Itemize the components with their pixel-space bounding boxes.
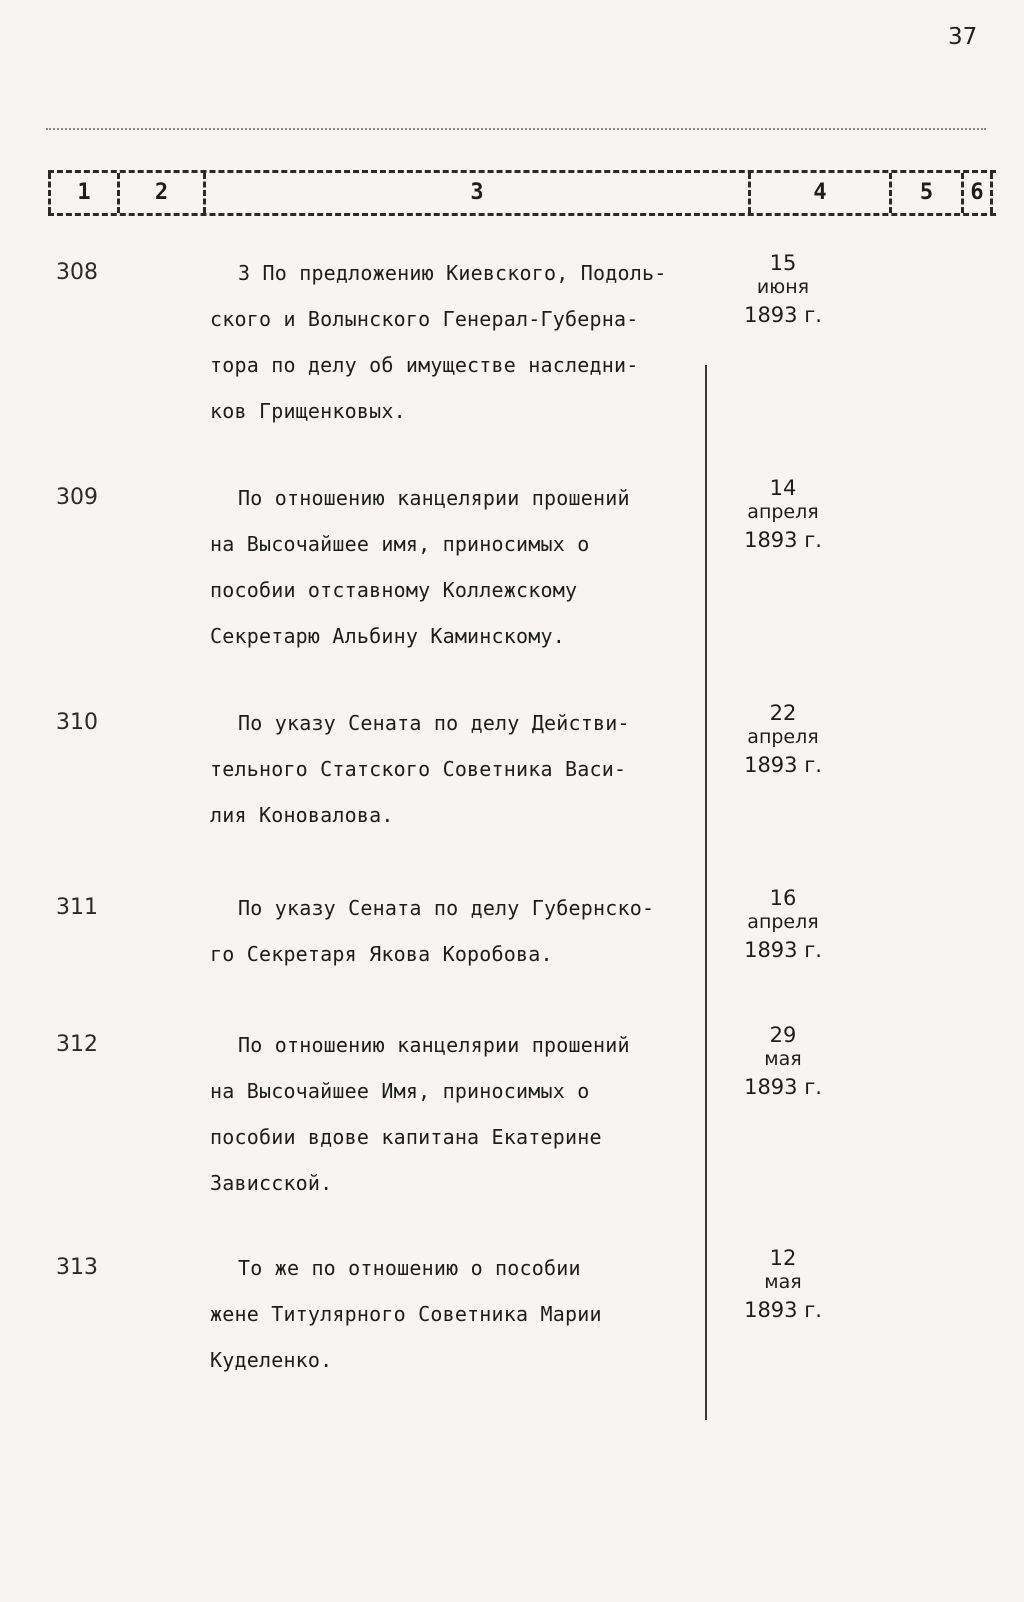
- entry-date-month: апреля: [747, 501, 819, 523]
- entry-date-day: 16: [769, 886, 797, 910]
- entry-number: 309: [56, 485, 98, 510]
- entry-date-day: 14: [769, 476, 797, 500]
- entry-description: [210, 700, 730, 838]
- entry-line: жене Титулярного Советника Марии: [210, 1302, 602, 1326]
- entry-line: 3 По предложению Киевского, Подоль-: [238, 261, 667, 285]
- entry-date: [718, 885, 848, 967]
- entry-line: ков Грищенковых.: [210, 399, 406, 423]
- entry-date-month: мая: [764, 1271, 802, 1293]
- entry-line: ского и Волынского Генерал-Губерна-: [210, 307, 639, 331]
- entry-date: [718, 700, 848, 782]
- column-header-5: 5: [892, 173, 964, 213]
- entry-line: лия Коновалова.: [210, 803, 394, 827]
- entry-number: 310: [56, 710, 98, 735]
- entry-date-year: 1893 г.: [744, 753, 822, 777]
- entry-description: [210, 885, 730, 977]
- column-header-1: 1: [48, 173, 120, 213]
- entry-date-month: мая: [764, 1048, 802, 1070]
- entry-line: По указу Сената по делу Губернско-: [238, 896, 655, 920]
- entry-line: пособии вдове капитана Екатерине: [210, 1125, 602, 1149]
- entry-date-day: 12: [769, 1246, 797, 1270]
- entry-date-month: июня: [756, 276, 810, 298]
- entry-description: [210, 1022, 730, 1206]
- header-dotted-rule: [46, 128, 986, 170]
- entry-date: [718, 1022, 848, 1104]
- entry-date-year: 1893 г.: [744, 303, 822, 327]
- entry-date-day: 29: [769, 1023, 797, 1047]
- column-header-row: [48, 170, 996, 216]
- entry-number: 313: [56, 1255, 98, 1280]
- entry-line: По отношению канцелярии прошений: [238, 486, 630, 510]
- entry-line: тельного Статского Советника Васи-: [210, 757, 627, 781]
- entry-line: Куделенко.: [210, 1348, 333, 1372]
- entry-number: 311: [56, 895, 98, 920]
- entry-date-year: 1893 г.: [744, 528, 822, 552]
- column-header-4: 4: [751, 173, 892, 213]
- column-header-6: 6: [964, 173, 993, 213]
- entry-line: на Высочайшее имя, приносимых о: [210, 532, 590, 556]
- entry-number: 308: [56, 260, 98, 285]
- column-header-3: 3: [206, 173, 751, 213]
- entry-line: Зависской.: [210, 1171, 333, 1195]
- entry-line: По указу Сената по делу Действи-: [238, 711, 630, 735]
- entry-date-month: апреля: [747, 911, 819, 933]
- entry-number: 312: [56, 1032, 98, 1057]
- entry-description: [210, 1245, 730, 1383]
- entry-date-day: 22: [769, 701, 797, 725]
- column-header-2: 2: [120, 173, 206, 213]
- entry-date-month: апреля: [747, 726, 819, 748]
- entry-line: По отношению канцелярии прошений: [238, 1033, 630, 1057]
- entry-date: [718, 250, 848, 332]
- entry-line: на Высочайшее Имя, приносимых о: [210, 1079, 590, 1103]
- entry-line: тора по делу об имуществе наследни-: [210, 353, 639, 377]
- entry-description: [210, 250, 730, 434]
- entry-date-year: 1893 г.: [744, 938, 822, 962]
- entry-line: То же по отношению о пособии: [238, 1256, 581, 1280]
- entry-date: [718, 475, 848, 557]
- entry-line: Секретарю Альбину Каминскому.: [210, 624, 565, 648]
- entry-description: [210, 475, 730, 659]
- entry-date: [718, 1245, 848, 1327]
- entry-line: пособии отставному Коллежскому: [210, 578, 578, 602]
- entry-line: го Секретаря Якова Коробова.: [210, 942, 553, 966]
- page-number: 37: [948, 24, 978, 50]
- entry-date-year: 1893 г.: [744, 1075, 822, 1099]
- entry-date-year: 1893 г.: [744, 1298, 822, 1322]
- entry-date-day: 15: [769, 251, 797, 275]
